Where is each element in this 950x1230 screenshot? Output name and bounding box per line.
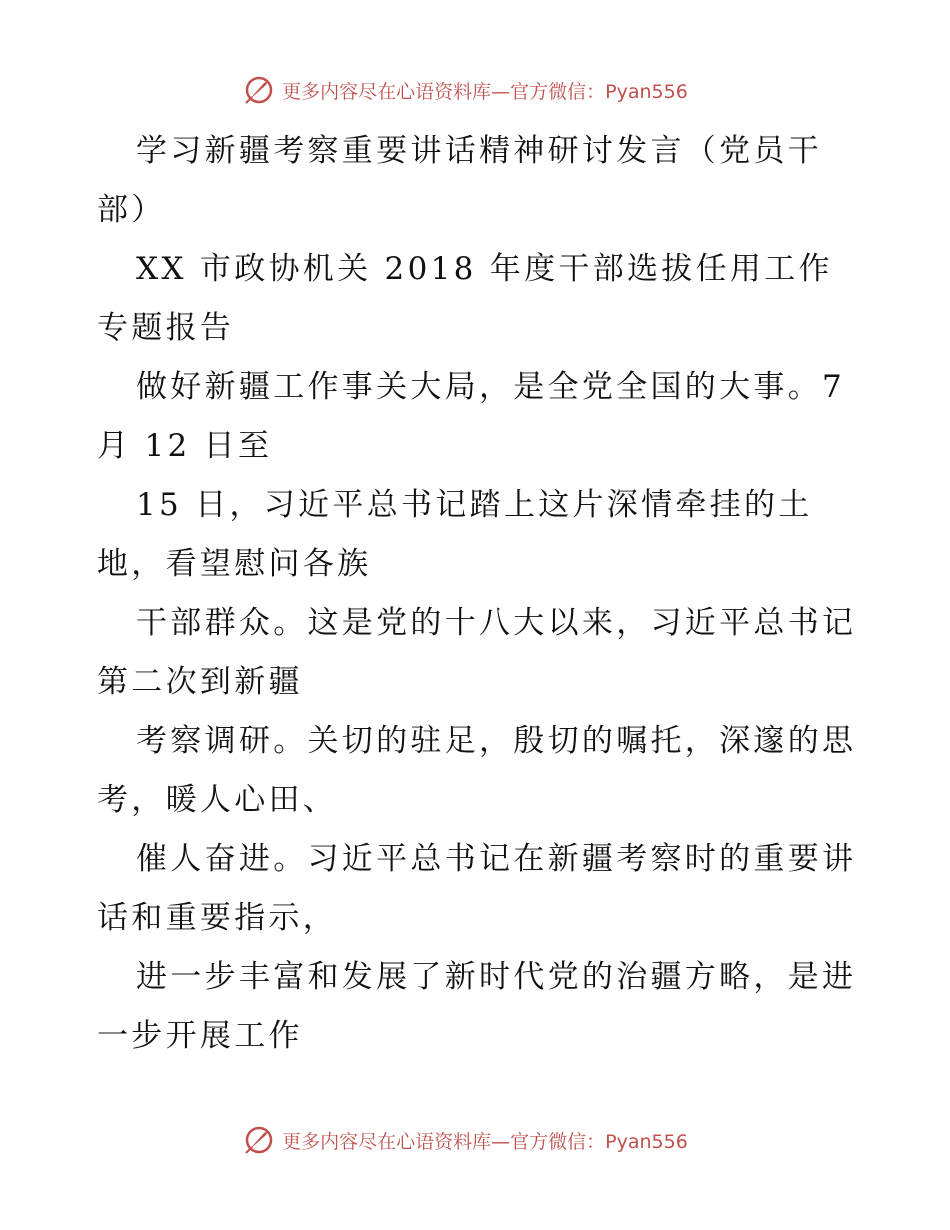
paragraph: XX 市政协机关 2018 年度干部选拔任用工作专题报告: [97, 251, 833, 346]
footer-watermark-text: 更多内容尽在心语资料库—官方微信：Pyan556: [282, 1130, 688, 1153]
header-watermark-text: 更多内容尽在心语资料库—官方微信：Pyan556: [282, 80, 688, 103]
quill-logo-icon: [244, 75, 274, 105]
footer-watermark: [0, 1120, 950, 1160]
paragraph: 进一步丰富和发展了新时代党的治疆方略，是进一步开展工作: [97, 959, 857, 1054]
paragraph: 15 日，习近平总书记踏上这片深情牵挂的土地，看望慰问各族: [97, 487, 813, 582]
header-watermark: [0, 70, 950, 110]
paragraph: 干部群众。这是党的十八大以来，习近平总书记第二次到新疆: [97, 605, 857, 700]
paragraph: 考察调研。关切的驻足，殷切的嘱托，深邃的思考，暖人心田、: [97, 723, 857, 818]
quill-logo-icon: [244, 1125, 274, 1155]
document-body: [97, 122, 857, 1066]
paragraph: 催人奋进。习近平总书记在新疆考察时的重要讲话和重要指示，: [97, 841, 857, 936]
paragraph: 做好新疆工作事关大局，是全党全国的大事。7 月 12 日至: [97, 369, 846, 464]
paragraph: 学习新疆考察重要讲话精神研讨发言（党员干部）: [97, 133, 822, 228]
